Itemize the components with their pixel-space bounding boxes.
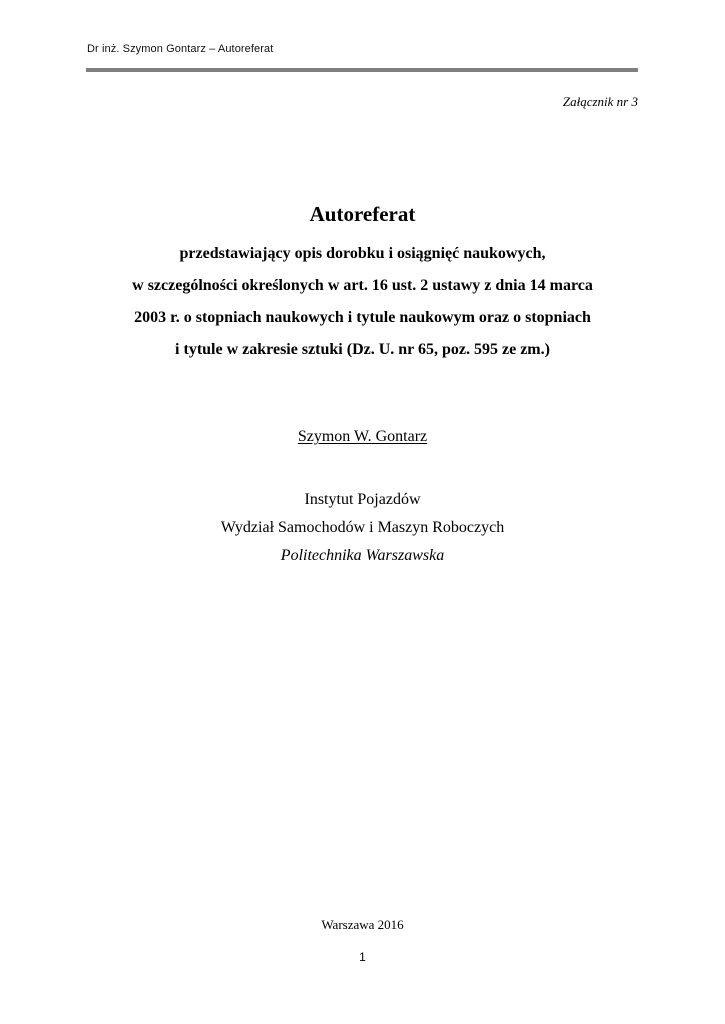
header-divider [86,68,638,72]
running-header: Dr inż. Szymon Gontarz – Autoreferat [87,43,274,55]
document-title: Autoreferat [309,202,416,226]
annex-label: Załącznik nr 3 [562,94,638,109]
place-and-year: Warszawa 2016 [321,917,404,932]
subtitle-line: przedstawiający opis dorobku i osiągnięć naukowych, [179,245,546,262]
subtitle-line: i tytule w zakresie sztuki (Dz. U. nr 65, poz. 595 ze zm.) [175,341,550,358]
author-name: Szymon W. Gontarz [297,428,428,445]
faculty-name: Wydział Samochodów i Maszyn Roboczych [220,519,505,536]
subtitle-line: 2003 r. o stopniach naukowych i tytule naukowym oraz o stopniach [134,309,591,326]
university-name: Politechnika Warszawska [280,547,445,564]
page-number: 1 [359,950,366,964]
author-block [0,428,725,446]
institute-name: Instytut Pojazdów [304,491,421,508]
document-subtitle [100,238,625,366]
subtitle-line: w szczególności określonych w art. 16 ust. 2 ustawy z dnia 14 marca [132,277,593,294]
affiliation-block [0,486,725,570]
